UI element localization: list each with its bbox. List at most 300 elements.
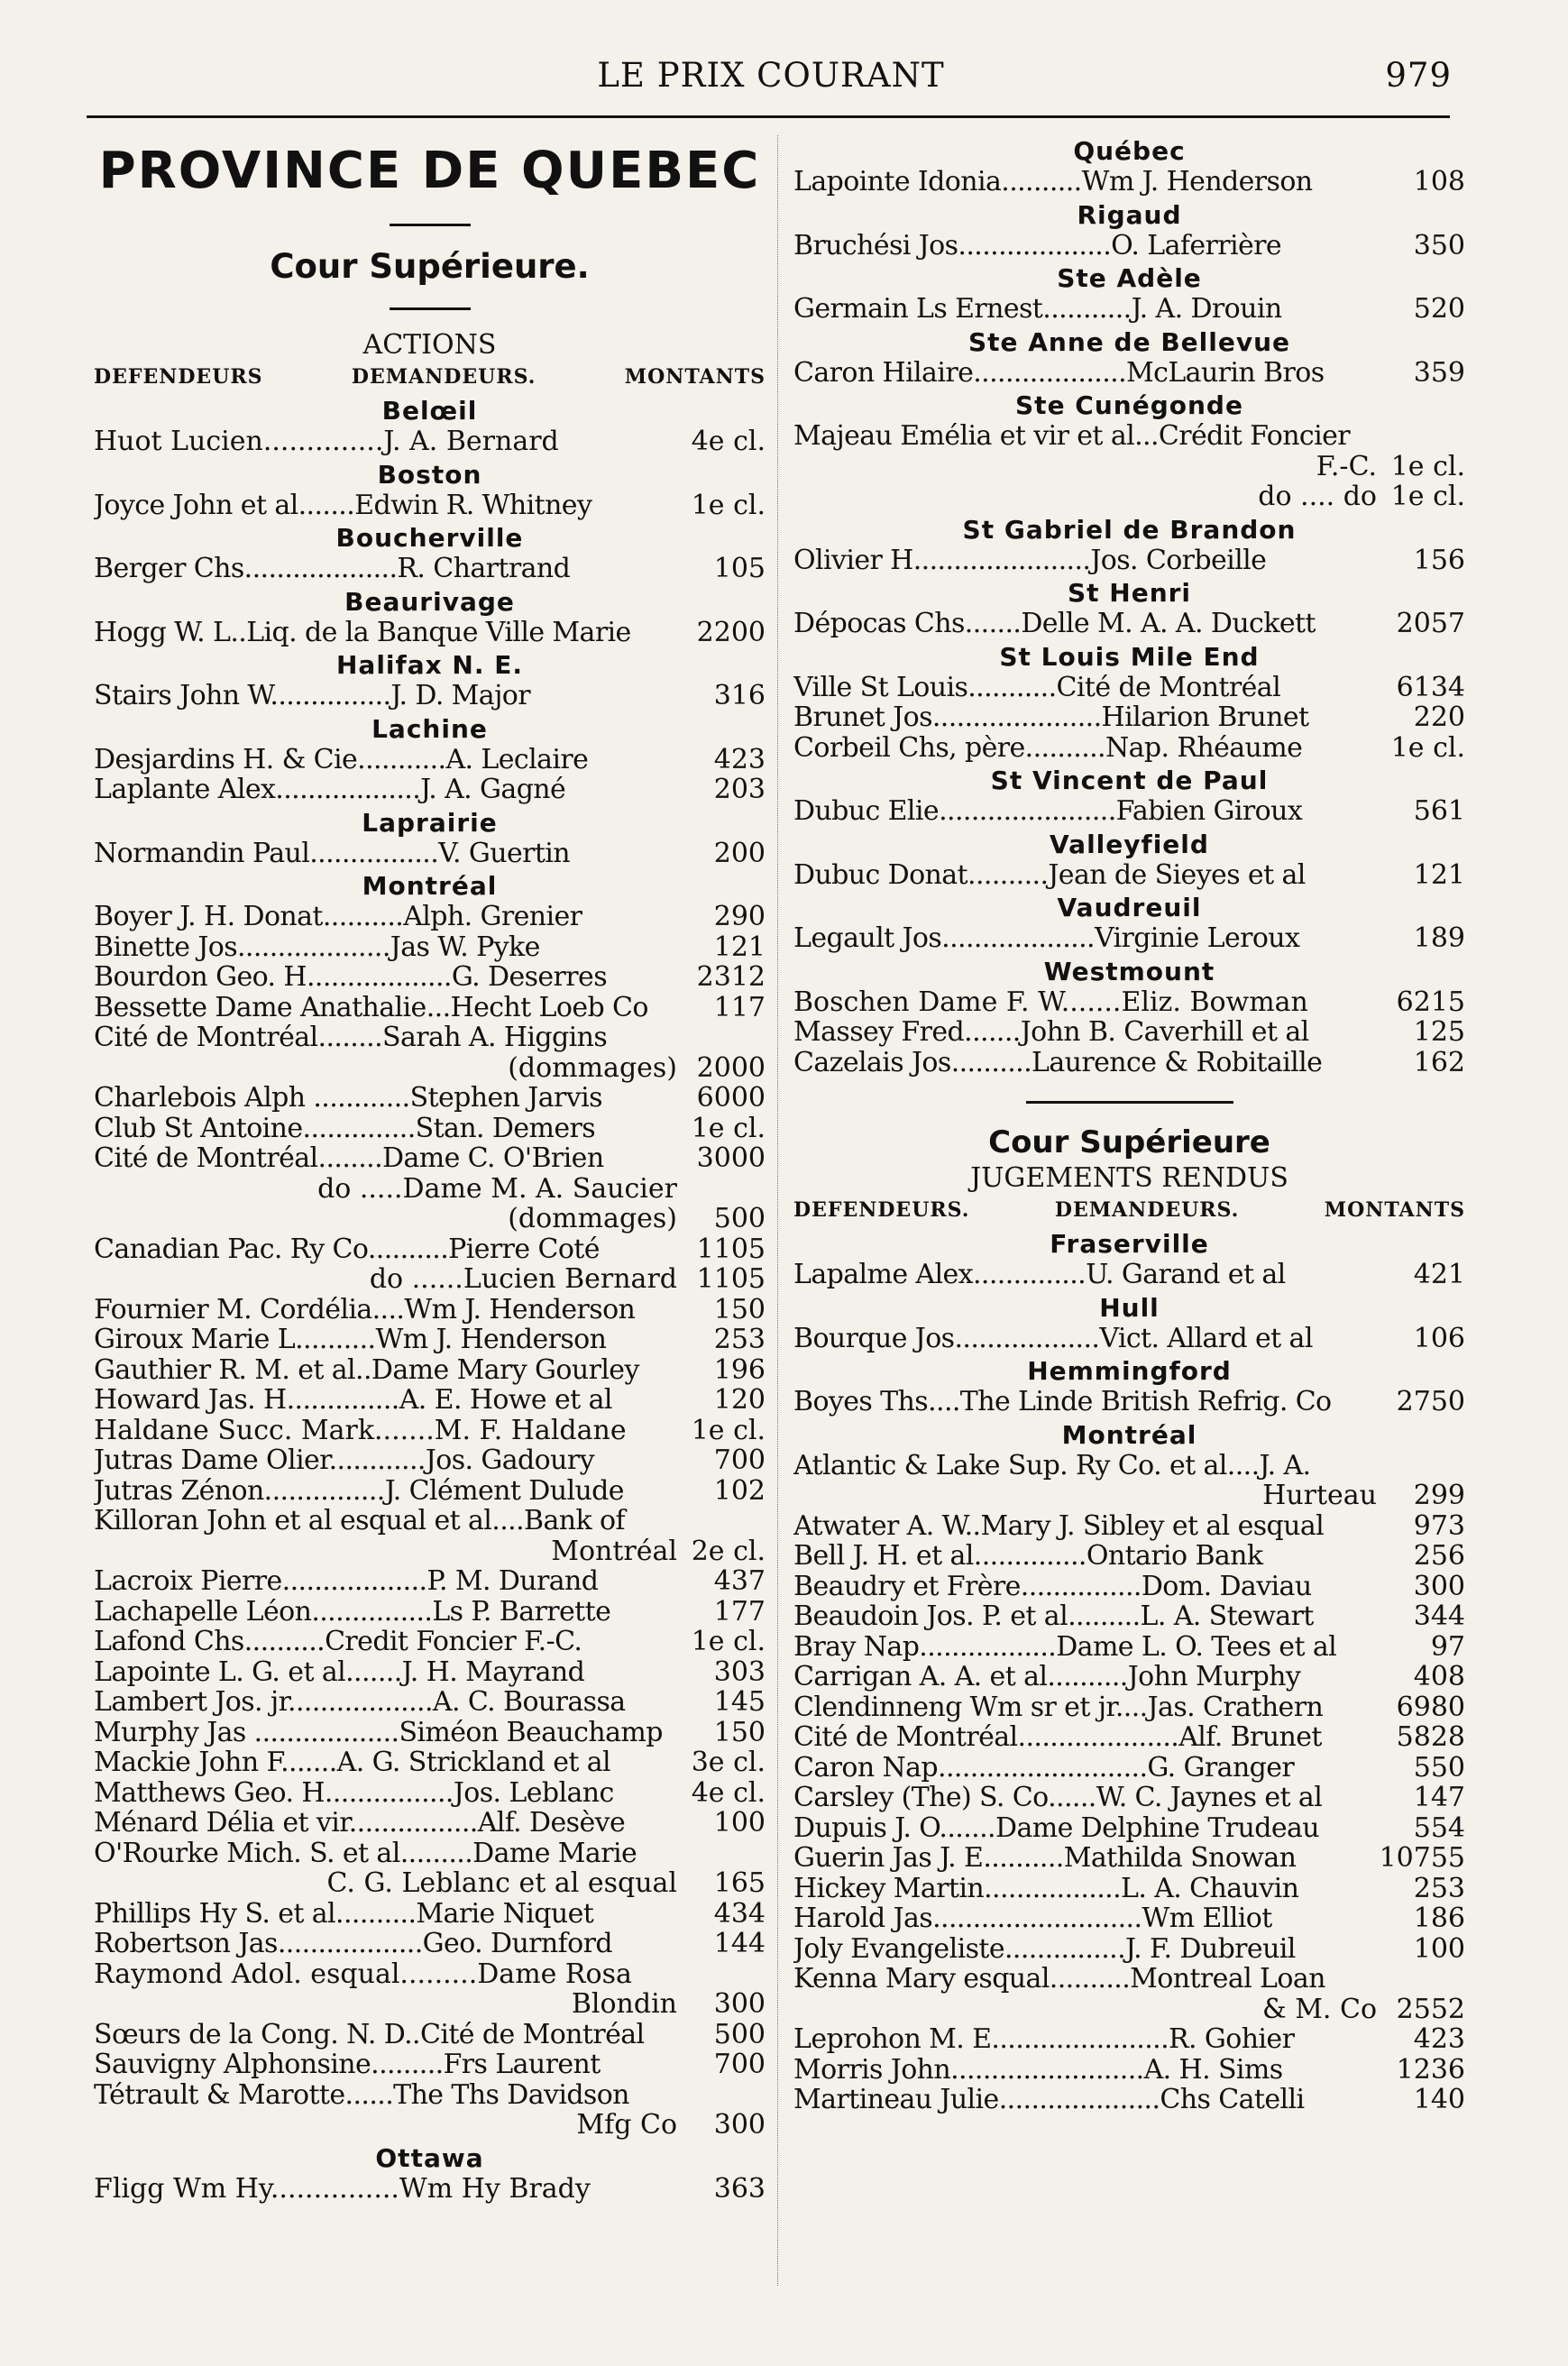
- case-entry: [94, 993, 766, 1023]
- case-parties: Raymond Adol. esqual.........Dame Rosa: [94, 1958, 632, 1989]
- locality-heading: Montréal: [362, 871, 498, 901]
- case-parties: Beaudry et Frère...............Dom. Daviau: [793, 1571, 1312, 1601]
- amounts-header: MONTANTS: [1324, 1197, 1465, 1222]
- case-entry: [793, 702, 1465, 733]
- case-parties: Laplante Alex..................J. A. Gagné: [94, 775, 566, 805]
- case-entry: [94, 1566, 766, 1597]
- case-parties: Lafond Chs..........Credit Foncier F.-C.: [94, 1627, 582, 1657]
- case-amount: 1e cl.: [1390, 481, 1465, 512]
- case-parties: Charlebois Alph ............Stephen Jarvis: [94, 1083, 602, 1114]
- case-entry: [793, 1813, 1465, 1844]
- case-parties: Howard Jas. H..............A. E. Howe et al: [94, 1385, 612, 1416]
- locality-heading: Québec: [1073, 136, 1186, 166]
- case-entry: [94, 1899, 766, 1930]
- locality-heading: Halifax N. E.: [336, 650, 523, 680]
- right-listings-actions: [793, 136, 1465, 1078]
- journal-title: LE PRIX COURANT: [597, 56, 945, 95]
- case-entry: [94, 1295, 766, 1325]
- case-parties: Cité de Montréal....................Alf. Brunet: [793, 1722, 1322, 1753]
- case-entry: [94, 618, 766, 648]
- case-entry: [793, 609, 1465, 639]
- case-parties: Berger Chs...................R. Chartrand: [94, 554, 571, 584]
- plaintiffs-header: DEMANDEURS.: [351, 364, 536, 389]
- case-entry: [94, 1023, 766, 1053]
- case-parties: Brunet Jos.....................Hilarion Brunet: [793, 702, 1309, 733]
- case-entry: [94, 2050, 766, 2080]
- case-parties: Lacroix Pierre..................P. M. Durand: [94, 1566, 599, 1597]
- case-entry: [793, 294, 1465, 325]
- case-amount: 290: [713, 901, 766, 932]
- case-parties: Murphy Jas ..................Siméon Beauchamp: [94, 1717, 663, 1747]
- amounts-header: MONTANTS: [624, 364, 766, 389]
- case-entry: [94, 1718, 766, 1748]
- case-amount: 140: [1413, 2084, 1465, 2115]
- column-headers: [94, 362, 766, 393]
- case-entry: [793, 2055, 1465, 2086]
- case-amount: 1e cl.: [691, 489, 766, 521]
- case-parties: Caron Nap..........................G. Granger: [793, 1752, 1295, 1783]
- case-amount: 177: [713, 1595, 766, 1628]
- case-amount: 186: [1413, 1903, 1465, 1934]
- case-entry: [793, 231, 1465, 261]
- case-parties: Harold Jas..........................Wm Elliot: [793, 1903, 1272, 1934]
- case-parties: Normandin Paul................V. Guertin: [94, 838, 571, 868]
- case-parties: Cité de Montréal........Sarah A. Higgins: [94, 1023, 608, 1053]
- case-amount: 102: [713, 1474, 766, 1507]
- locality-heading: Ottawa: [375, 2142, 484, 2173]
- case-parties: Phillips Hy S. et al..........Marie Niquet: [94, 1898, 594, 1929]
- case-parties: Canadian Pac. Ry Co..........Pierre Coté: [94, 1233, 600, 1264]
- case-parties: Jutras Dame Olier............Jos. Gadoury: [94, 1445, 594, 1476]
- case-amount: 344: [1413, 1600, 1465, 1632]
- case-parties: Sauvigny Alphonsine.........Frs Laurent: [94, 2050, 601, 2080]
- case-parties: Legault Jos...................Virginie Leroux: [793, 923, 1300, 954]
- case-parties: Hickey Martin.................L. A. Chauvin: [793, 1873, 1299, 1903]
- locality-heading: St Vincent de Paul: [990, 766, 1269, 795]
- case-amount: 1e cl.: [691, 1414, 766, 1446]
- case-amount: 3000: [696, 1142, 766, 1174]
- case-amount: 500: [713, 2018, 766, 2050]
- case-amount: 1e cl.: [1390, 731, 1465, 764]
- entry-continuation: [94, 1174, 766, 1205]
- case-parties: Lapointe L. G. et al.......J. H. Mayrand: [94, 1656, 585, 1687]
- entry-continuation: [94, 1536, 766, 1567]
- case-amount: 150: [713, 1716, 766, 1748]
- case-entry: [793, 923, 1465, 954]
- case-parties: Desjardins H. & Cie...........A. Leclaire: [94, 744, 589, 775]
- case-amount: 10755: [1379, 1842, 1465, 1874]
- case-parties: Beaudoin Jos. P. et al.........L. A. Stewart: [793, 1601, 1314, 1632]
- case-entry: [94, 1687, 766, 1718]
- locality-heading: Belœil: [381, 396, 478, 426]
- case-parties: Fournier M. Cordélia....Wm J. Henderson: [94, 1294, 636, 1325]
- case-parties: Massey Fred.......John B. Caverhill et al: [793, 1017, 1309, 1048]
- case-parties: Club St Antoine..............Stan. Demers: [94, 1113, 596, 1143]
- case-parties: do ......Lucien Bernard: [369, 1264, 677, 1295]
- case-amount: 423: [713, 743, 766, 775]
- case-entry: [94, 839, 766, 869]
- case-entry: [793, 1783, 1465, 1813]
- case-entry: [94, 681, 766, 711]
- case-amount: 423: [1413, 2023, 1465, 2055]
- case-parties: (dommages): [508, 1052, 677, 1083]
- column-headers: [793, 1196, 1465, 1226]
- case-amount: 700: [713, 2049, 766, 2080]
- case-entry: [793, 358, 1465, 389]
- case-parties: Leprohon M. E......................R. Gohier: [793, 2024, 1295, 2055]
- case-amount: 520: [1413, 293, 1465, 325]
- case-amount: 5828: [1396, 1721, 1465, 1753]
- defendants-header: DEFENDEURS.: [793, 1197, 970, 1222]
- case-amount: 700: [713, 1444, 766, 1476]
- case-amount: 1e cl.: [691, 1112, 766, 1144]
- case-entry: [94, 1476, 766, 1507]
- case-amount: 561: [1413, 795, 1465, 827]
- case-entry: [793, 1017, 1465, 1048]
- case-amount: 106: [1413, 1322, 1465, 1354]
- case-amount: 220: [1413, 702, 1465, 733]
- case-parties: Martineau Julie....................Chs Catelli: [793, 2085, 1305, 2115]
- court-heading: Cour Supérieure.: [270, 247, 590, 286]
- case-parties: Dubuc Elie......................Fabien Giroux: [793, 796, 1303, 827]
- case-entry: [94, 2020, 766, 2050]
- case-entry: [793, 1874, 1465, 1904]
- case-entry: [94, 554, 766, 584]
- case-parties: Atlantic & Lake Sup. Ry Co. et al....J. A.: [793, 1450, 1311, 1481]
- case-entry: [94, 1627, 766, 1657]
- entry-continuation: [94, 1868, 766, 1899]
- case-entry: [793, 2085, 1465, 2115]
- case-parties: & M. Co: [1261, 1994, 1377, 2024]
- entry-continuation: [94, 1264, 766, 1295]
- case-amount: 117: [713, 991, 766, 1023]
- case-entry: [793, 1572, 1465, 1602]
- case-entry: [94, 1114, 766, 1144]
- entry-continuation: [94, 1053, 766, 1084]
- entry-continuation: [793, 1481, 1465, 1511]
- case-entry: [793, 1964, 1465, 1995]
- case-parties: Killoran John et al esqual et al....Bank of: [94, 1506, 625, 1536]
- case-amount: 300: [713, 2109, 766, 2141]
- case-entry: [94, 1355, 766, 1386]
- case-entry: [94, 2174, 766, 2205]
- case-entry: [94, 775, 766, 805]
- case-parties: Bourdon Geo. H..................G. Deserres: [94, 962, 607, 993]
- case-amount: 6134: [1396, 671, 1465, 703]
- case-entry: [793, 1934, 1465, 1965]
- case-entry: [94, 902, 766, 932]
- case-entry: [793, 860, 1465, 891]
- case-amount: 2000: [696, 1051, 766, 1084]
- case-amount: 434: [713, 1897, 766, 1930]
- locality-heading: Laprairie: [362, 807, 498, 838]
- case-amount: 125: [1413, 1016, 1465, 1048]
- case-amount: 105: [713, 553, 766, 584]
- case-parties: Tétrault & Marotte......The Ths Davidson: [94, 2079, 629, 2110]
- case-amount: 121: [713, 931, 766, 963]
- case-amount: 359: [1413, 356, 1465, 389]
- case-amount: 6215: [1396, 986, 1465, 1018]
- case-amount: 145: [713, 1686, 766, 1718]
- case-parties: Guerin Jas J. E..........Mathilda Snowan: [793, 1843, 1297, 1874]
- case-amount: 299: [1413, 1480, 1465, 1511]
- case-entry: [793, 733, 1465, 764]
- case-entry: [793, 673, 1465, 703]
- case-entry: [94, 2080, 766, 2111]
- case-parties: Fligg Wm Hy...............Wm Hy Brady: [94, 2173, 591, 2204]
- case-amount: 156: [1413, 544, 1465, 576]
- case-amount: 421: [1413, 1259, 1465, 1290]
- case-amount: 6980: [1396, 1691, 1465, 1723]
- case-entry: [94, 1385, 766, 1416]
- case-amount: 120: [713, 1384, 766, 1416]
- case-parties: Bray Nap.................Dame L. O. Tees et al: [793, 1631, 1337, 1662]
- case-amount: 144: [713, 1928, 766, 1959]
- case-parties: Blondin: [571, 1989, 677, 2020]
- locality-heading: Boston: [377, 459, 482, 490]
- case-entry: [793, 1324, 1465, 1354]
- case-parties: Ménard Délia et vir................Alf. Desève: [94, 1808, 626, 1839]
- header-rule: [87, 115, 1450, 118]
- case-parties: Montréal: [551, 1536, 677, 1566]
- case-parties: Bourque Jos..................Vict. Allard et al: [793, 1323, 1313, 1353]
- case-entry: [94, 1416, 766, 1446]
- case-parties: Dubuc Donat..........Jean de Sieyes et al: [793, 859, 1306, 890]
- case-amount: 350: [1413, 229, 1465, 261]
- case-amount: 2e cl.: [691, 1535, 766, 1567]
- case-parties: Robertson Jas..................Geo. Durnford: [94, 1929, 612, 1959]
- province-heading: PROVINCE DE QUEBEC: [98, 142, 761, 200]
- locality-heading: Hull: [1099, 1292, 1160, 1323]
- case-parties: Sœurs de la Cong. N. D..Cité de Montréal: [94, 2019, 645, 2050]
- case-entry: [793, 421, 1465, 452]
- case-amount: 550: [1413, 1751, 1465, 1784]
- case-entry: [793, 1387, 1465, 1417]
- case-entry: [94, 932, 766, 963]
- case-parties: Kenna Mary esqual..........Montreal Loan: [793, 1964, 1325, 1995]
- case-amount: 253: [1413, 1872, 1465, 1904]
- case-parties: Cité de Montréal........Dame C. O'Brien: [94, 1143, 604, 1174]
- entry-continuation: [94, 1204, 766, 1234]
- case-parties: do .... do: [1258, 481, 1377, 512]
- case-entry: [793, 1662, 1465, 1692]
- locality-heading: Ste Cunégonde: [1015, 390, 1243, 420]
- case-entry: [793, 546, 1465, 576]
- case-amount: 1105: [696, 1263, 766, 1295]
- case-parties: Morris John........................A. H. Sims: [793, 2054, 1283, 2085]
- case-entry: [793, 167, 1465, 197]
- case-amount: 437: [713, 1565, 766, 1597]
- case-entry: [94, 491, 766, 521]
- case-amount: 554: [1413, 1811, 1465, 1844]
- section-rule: [1026, 1101, 1233, 1104]
- case-parties: Dépocas Chs.......Delle M. A. A. Duckett: [793, 609, 1316, 639]
- locality-heading: Fraserville: [1050, 1229, 1209, 1259]
- case-entry: [793, 1541, 1465, 1572]
- locality-heading: Lachine: [371, 713, 488, 744]
- case-entry: [793, 1843, 1465, 1874]
- case-parties: Cazelais Jos..........Laurence & Robitaille: [793, 1047, 1323, 1078]
- case-parties: Binette Jos...................Jas W. Pyke: [94, 931, 540, 962]
- case-amount: 2312: [696, 961, 766, 993]
- case-entry: [94, 1506, 766, 1536]
- case-amount: 316: [713, 680, 766, 711]
- case-amount: 108: [1413, 166, 1465, 197]
- case-entry: [94, 1929, 766, 1959]
- case-entry: [94, 1234, 766, 1265]
- left-column: [94, 133, 766, 2204]
- case-amount: 203: [713, 774, 766, 805]
- locality-heading: Valleyfield: [1050, 829, 1209, 859]
- locality-heading: Montréal: [1061, 1419, 1197, 1450]
- case-parties: Huot Lucien..............J. A. Bernard: [94, 426, 559, 457]
- case-amount: 2200: [696, 616, 766, 648]
- case-parties: Boschen Dame F. W.......Eliz. Bowman: [793, 986, 1308, 1017]
- case-entry: [94, 745, 766, 775]
- case-entry: [94, 1143, 766, 1174]
- case-entry: [793, 1632, 1465, 1663]
- case-parties: Ville St Louis...........Cité de Montréal: [793, 672, 1281, 702]
- case-amount: 200: [713, 837, 766, 869]
- right-listings-judgements: [793, 1229, 1465, 2115]
- locality-heading: Hemmingford: [1027, 1356, 1232, 1386]
- case-amount: 6000: [696, 1082, 766, 1114]
- case-amount: 4e cl.: [691, 1776, 766, 1809]
- locality-heading: Ste Anne de Bellevue: [967, 326, 1291, 357]
- case-parties: Boyes Ths....The Linde British Refrig. Co: [793, 1387, 1332, 1417]
- locality-heading: St Gabriel de Brandon: [962, 514, 1297, 545]
- case-amount: 1105: [696, 1233, 766, 1265]
- case-amount: 100: [1413, 1932, 1465, 1965]
- case-parties: Lambert Jos. jr..................A. C. Bourassa: [94, 1687, 626, 1718]
- case-parties: Carrigan A. A. et al..........John Murphy: [793, 1662, 1301, 1692]
- case-parties: F.-C.: [1316, 451, 1377, 481]
- case-amount: 3e cl.: [691, 1747, 766, 1778]
- case-entry: [793, 1601, 1465, 1632]
- case-amount: 1236: [1396, 2053, 1465, 2086]
- case-amount: 196: [713, 1353, 766, 1386]
- case-parties: Dupuis J. O.......Dame Delphine Trudeau: [793, 1812, 1320, 1843]
- section-dash: [390, 224, 471, 226]
- case-parties: (dommages): [508, 1204, 677, 1234]
- left-listings: [94, 396, 766, 2204]
- locality-heading: St Louis Mile End: [999, 641, 1260, 672]
- case-amount: 973: [1413, 1509, 1465, 1542]
- case-parties: Clendinneng Wm sr et jr....Jas. Crathern: [793, 1692, 1324, 1722]
- case-parties: Giroux Marie L..........Wm J. Henderson: [94, 1325, 607, 1355]
- case-parties: do .....Dame M. A. Saucier: [317, 1173, 677, 1204]
- case-parties: Joyce John et al.......Edwin R. Whitney: [94, 490, 592, 520]
- case-entry: [793, 796, 1465, 827]
- case-entry: [793, 1511, 1465, 1542]
- case-parties: C. G. Leblanc et al esqual: [326, 1868, 677, 1899]
- case-amount: 256: [1413, 1540, 1465, 1572]
- running-header: [90, 56, 1452, 101]
- case-entry: [793, 1260, 1465, 1290]
- section-dash: [390, 307, 471, 310]
- case-amount: 300: [1413, 1570, 1465, 1602]
- case-amount: 165: [713, 1867, 766, 1899]
- case-parties: Lapalme Alex..............U. Garand et al: [793, 1260, 1286, 1290]
- case-parties: Majeau Emélia et vir et al...Crédit Foncier: [793, 421, 1351, 452]
- case-entry: [793, 1451, 1465, 1481]
- case-parties: Haldane Succ. Mark.......M. F. Haldane: [94, 1415, 627, 1445]
- case-entry: [94, 962, 766, 993]
- column-divider: [777, 135, 778, 2286]
- case-amount: 100: [713, 1807, 766, 1839]
- locality-heading: Ste Adèle: [1057, 263, 1202, 293]
- court-heading-judgements: Cour Supérieure: [988, 1124, 1270, 1160]
- case-entry: [94, 1325, 766, 1355]
- case-parties: Olivier H......................Jos. Corbeille: [793, 545, 1267, 575]
- case-amount: 121: [1413, 858, 1465, 891]
- case-entry: [94, 1445, 766, 1476]
- case-parties: Atwater A. W..Mary J. Sibley et al esqual: [793, 1510, 1325, 1541]
- case-entry: [94, 1959, 766, 1990]
- case-parties: Gauthier R. M. et al..Dame Mary Gourley: [94, 1354, 639, 1385]
- case-amount: 500: [713, 1203, 766, 1234]
- case-entry: [793, 1753, 1465, 1784]
- case-parties: Lachapelle Léon...............Ls P. Barrette: [94, 1596, 611, 1627]
- entry-continuation: [94, 1989, 766, 2020]
- case-entry: [793, 1692, 1465, 1723]
- case-parties: Hogg W. L..Liq. de la Banque Ville Marie: [94, 617, 631, 647]
- case-parties: Corbeil Chs, père..........Nap. Rhéaume: [793, 732, 1303, 763]
- case-parties: Carsley (The) S. Co......W. C. Jaynes et al: [793, 1783, 1323, 1813]
- case-parties: Mackie John F.......A. G. Strickland et al: [94, 1747, 611, 1778]
- case-entry: [793, 2024, 1465, 2055]
- entry-continuation: [94, 2110, 766, 2141]
- case-amount: 1e cl.: [691, 1626, 766, 1657]
- case-parties: Mfg Co: [576, 2110, 677, 2141]
- case-amount: 189: [1413, 922, 1465, 954]
- right-column: [793, 133, 1465, 2115]
- case-amount: 147: [1413, 1782, 1465, 1813]
- case-parties: Hurteau: [1262, 1481, 1377, 1511]
- locality-heading: Boucherville: [335, 523, 524, 553]
- locality-heading: Beaurivage: [344, 586, 515, 617]
- defendants-header: DEFENDEURS: [94, 364, 263, 389]
- case-amount: 4e cl.: [691, 426, 766, 457]
- locality-heading: Vaudreuil: [1057, 893, 1202, 922]
- case-amount: 162: [1413, 1046, 1465, 1078]
- case-entry: [793, 1048, 1465, 1078]
- entry-continuation: [793, 452, 1465, 482]
- case-parties: Bruchési Jos...................O. Laferrière: [793, 230, 1282, 261]
- case-parties: Jutras Zénon...............J. Clément Dulude: [94, 1475, 624, 1506]
- case-parties: Bell J. H. et al..............Ontario Bank: [793, 1541, 1263, 1572]
- case-amount: 97: [1430, 1630, 1465, 1663]
- case-entry: [94, 1747, 766, 1778]
- case-amount: 1e cl.: [1390, 450, 1465, 482]
- case-amount: 303: [713, 1655, 766, 1688]
- plaintiffs-header: DEMANDEURS.: [1054, 1197, 1240, 1222]
- entry-continuation: [793, 1995, 1465, 2025]
- case-parties: Germain Ls Ernest...........J. A. Drouin: [793, 294, 1282, 325]
- case-parties: Matthews Geo. H................Jos. Leblanc: [94, 1777, 614, 1808]
- case-parties: Caron Hilaire...................McLaurin Bros: [793, 357, 1325, 388]
- case-amount: 2057: [1396, 608, 1465, 639]
- case-entry: [793, 1722, 1465, 1753]
- case-parties: Bessette Dame Anathalie...Hecht Loeb Co: [94, 992, 648, 1023]
- case-entry: [793, 1903, 1465, 1934]
- case-parties: Joly Evangeliste...............J. F. Dubreuil: [793, 1933, 1296, 1964]
- case-entry: [94, 1839, 766, 1869]
- judgements-heading: JUGEMENTS RENDUS: [970, 1162, 1288, 1194]
- locality-heading: Rigaud: [1077, 199, 1182, 230]
- case-parties: O'Rourke Mich. S. et al.........Dame Marie: [94, 1838, 637, 1868]
- case-entry: [94, 1597, 766, 1628]
